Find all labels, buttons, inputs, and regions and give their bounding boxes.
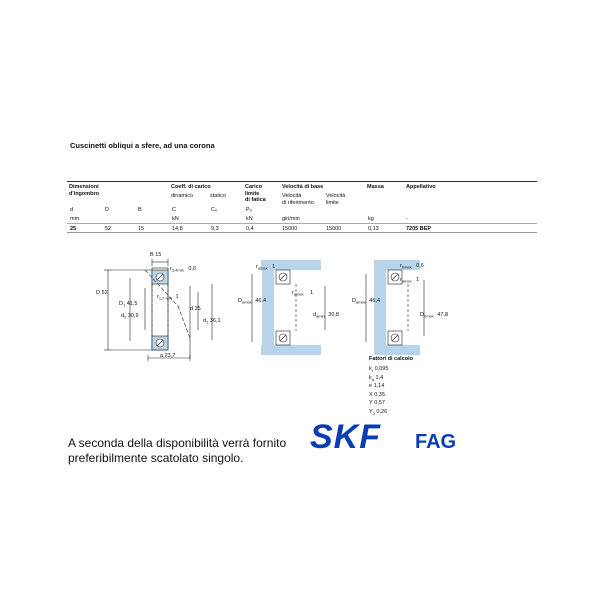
factor-symbol: X: [369, 391, 373, 398]
svg-text:ramax 1: $r_{amax}$ 1: [400, 277, 420, 284]
factor-item: [369, 366, 388, 373]
svg-text:ramax 1: $r_{amax}$ 1: [256, 264, 276, 271]
value-C0: 9,3: [211, 226, 219, 232]
factor-item: [369, 409, 387, 416]
subheader-speed-limit: Velocità limite: [326, 193, 346, 206]
svg-text:Damax 46,4: $D_{amax}$ 46,4: [238, 298, 267, 305]
factor-symbol: k: [369, 366, 372, 372]
factor-symbol: Y: [369, 408, 373, 415]
value-C: 14,8: [172, 226, 183, 232]
factor-subscript: r: [371, 368, 374, 374]
svg-text:ramax 1: $r_{amax}$ 1: [292, 290, 314, 297]
factor-value: 1,14: [372, 383, 385, 389]
symbol-B: B: [138, 207, 142, 213]
symbol-d: d: [70, 207, 74, 213]
drawing-abutment-dimensions: [252, 260, 325, 355]
subheader-speed-ref: Velocità di riferimento: [282, 193, 314, 206]
availability-note: A seconda della disponibilità verrà fornito preferibilmente scatolato singolo.: [68, 436, 287, 465]
unit-dash: -: [406, 216, 408, 222]
value-limit-speed: 15000: [326, 226, 342, 232]
factors-title: Fattori di calcolo: [369, 356, 414, 362]
factor-item: [369, 392, 385, 399]
svg-text:r1,2 min 1: $r_{1,2 min}$ 1: [157, 294, 179, 301]
col-header-dimensions: Dimensioni d'ingombro: [69, 184, 100, 197]
factor-subscript: 0: [372, 410, 375, 416]
drawing-housing-dimensions: [366, 260, 424, 355]
unit-kN-2: kN: [246, 216, 253, 222]
svg-text:d 25: d 25: [190, 306, 201, 312]
factor-item: [369, 375, 383, 382]
skf-fag-logo: [310, 420, 470, 456]
col-header-fatigue: Carico limite di fatica: [245, 184, 266, 203]
svg-text:rbmax 0,6: $r_{bmax}$ 0,6: [400, 263, 424, 270]
fag-logo-text: FAG: [415, 431, 457, 453]
factor-value: 1,4: [373, 374, 384, 381]
value-B: 15: [138, 226, 145, 232]
factor-item: [369, 400, 385, 407]
factor-symbol: Y: [369, 400, 373, 406]
col-header-speed: Velocità di base: [282, 184, 324, 190]
symbol-D: D: [105, 207, 109, 213]
symbol-C0: C₀: [211, 207, 218, 213]
value-Pu: 0,4: [246, 226, 254, 232]
factor-value: 0,57: [372, 400, 385, 406]
svg-text:d1 36,1: $d_1$ 36,1: [203, 318, 221, 325]
unit-mm: mm: [70, 216, 80, 222]
factor-symbol: e: [369, 383, 373, 389]
svg-text:Damax 46,4: $D_{amax}$ 46,4: [352, 298, 381, 305]
unit-rpm: giri/min: [282, 216, 300, 222]
svg-text:B 15: B 15: [150, 252, 162, 258]
col-header-designation: Appellativo: [406, 184, 436, 190]
svg-text:Dbmax 47,8: $D_{bmax}$ 47,8: [420, 312, 449, 319]
factor-value: 0,095: [373, 366, 389, 372]
svg-text:D 52: D 52: [96, 290, 108, 296]
factor-subscript: a: [371, 376, 374, 382]
svg-text:a 23,7: a 23,7: [160, 353, 176, 359]
value-mass: 0,13: [368, 226, 379, 232]
unit-kN-1: kN: [172, 216, 179, 222]
page-heading: Cuscinetti obliqui a sfere, ad una corona: [70, 141, 215, 150]
value-ref-speed: 15000: [282, 226, 298, 232]
col-header-load: Coeff. di carico: [171, 184, 211, 190]
unit-kg: kg: [368, 216, 374, 222]
skf-logo-text: SKF: [310, 420, 381, 456]
col-header-mass: Massa: [367, 184, 384, 190]
value-D: 52: [105, 226, 112, 232]
subheader-static: statico: [210, 193, 226, 199]
factor-value: 0,26: [374, 408, 388, 415]
factor-value: 0,35: [372, 391, 385, 398]
value-d: 25: [70, 226, 77, 232]
svg-text:r3,4min 0,6: $r_{3,4min}$ 0,6: [170, 266, 197, 273]
svg-text:damin 30,8: $d_{amin}$ 30,8: [313, 312, 339, 319]
subheader-dynamic: dinamico: [171, 193, 194, 199]
svg-text:D1 41,5: $D_1$ 41,5: [119, 301, 138, 308]
factor-item: [369, 383, 384, 390]
value-designation: 7205 BEP: [406, 226, 432, 232]
factor-symbol: k: [369, 374, 372, 381]
symbol-C: C: [172, 207, 176, 213]
symbol-Pu: Pᵤ: [246, 207, 252, 213]
svg-text:d2 30,9: $d_2$ 30,9: [121, 313, 139, 320]
